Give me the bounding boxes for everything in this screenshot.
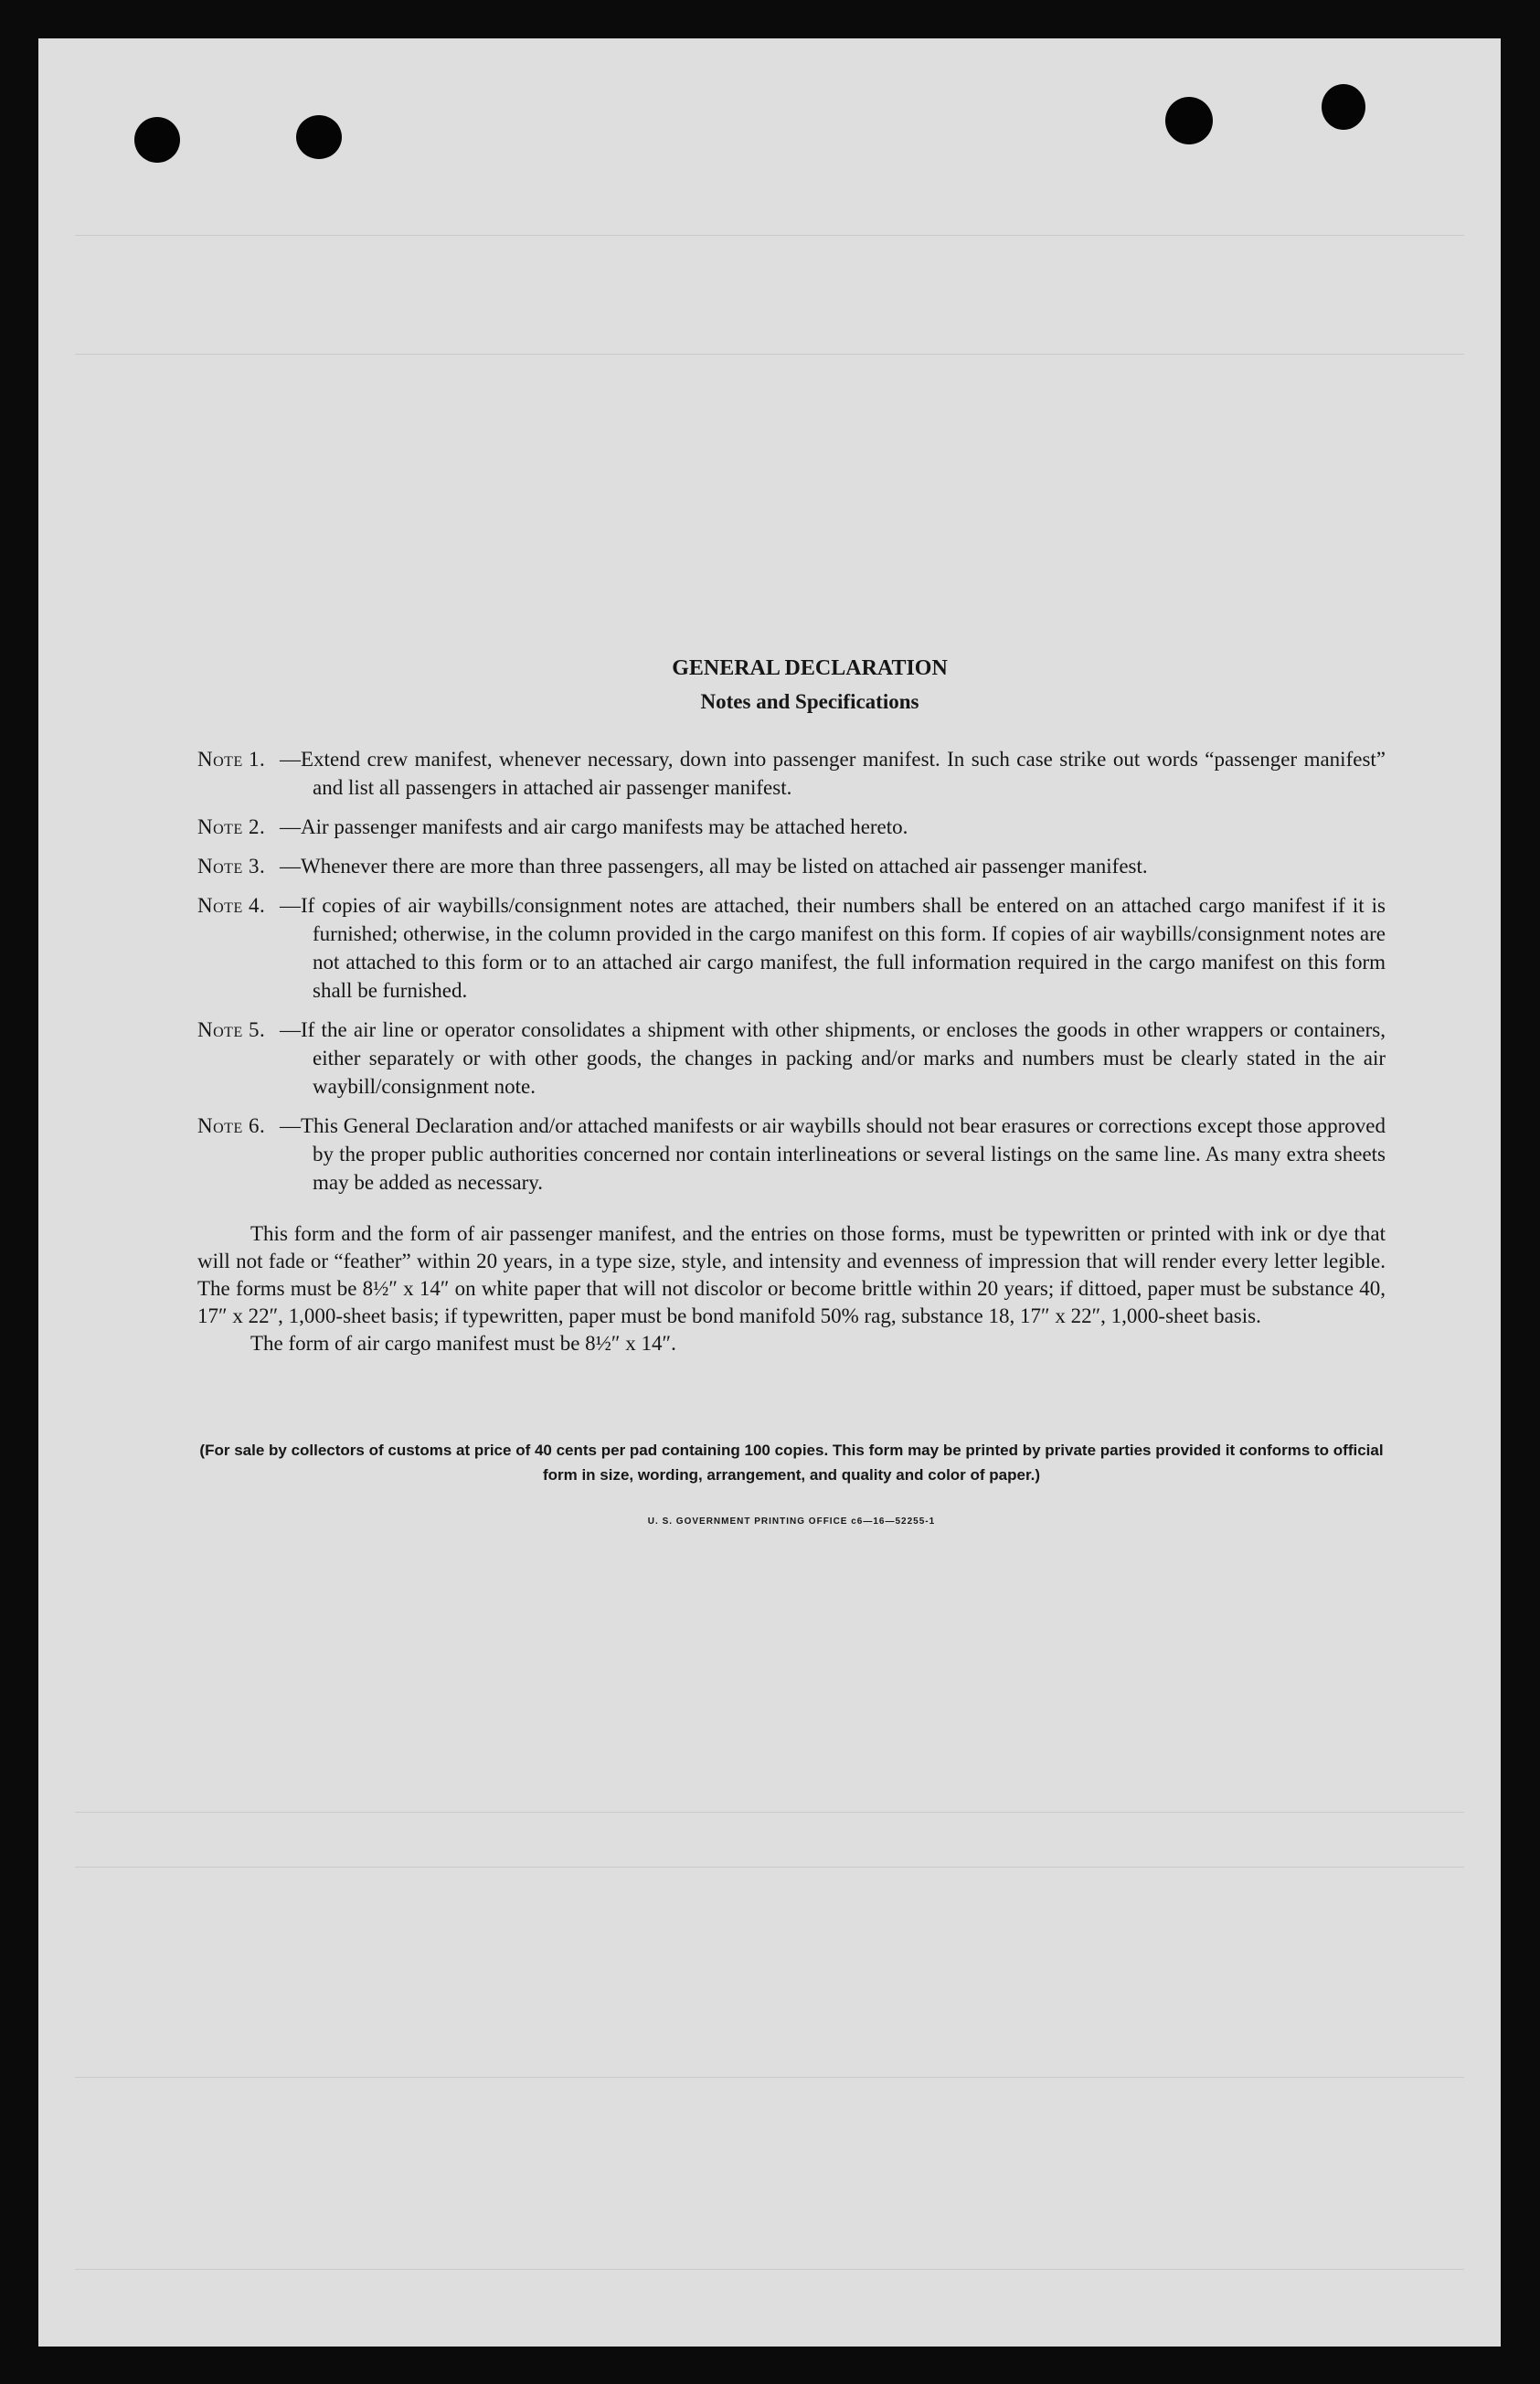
note-item	[197, 745, 1386, 802]
note-label: Note 6.	[197, 1114, 266, 1137]
note-item	[197, 852, 1386, 880]
bleed-through-line	[75, 2077, 1464, 2078]
bleed-through-line	[75, 1867, 1464, 1868]
cargo-form-specification: The form of air cargo manifest must be 8½″ x 14″.	[250, 1332, 676, 1355]
document-title: GENERAL DECLARATION	[672, 656, 948, 680]
note-text: —Whenever there are more than three passengers, all may be listed on attached air passenger manifest.	[280, 855, 1148, 878]
note-label: Note 4.	[197, 894, 266, 917]
note-text: —Air passenger manifests and air cargo manifests may be attached hereto.	[280, 815, 908, 838]
note-text: —If the air line or operator consolidates a shipment with other shipments, or encloses the goods in other wrappers or containers, either separately or with other goods, the changes in packing and/or marks and numbers must be clearly stated in the air waybill/consignment note.	[280, 1018, 1386, 1098]
form-specification-paragraph: This form and the form of air passenger manifest, and the entries on those forms, must be typewritten or printed with ink or dye that will not fade or “feather” within 20 years, in a type size, style, and intensity and evenness of impression that will render every letter legible. The forms must be 8½″ x 14″ on white paper that will not discolor or become brittle within 20 years; if dittoed, paper must be substance 40, 17″ x 22″, 1,000-sheet basis; if typewritten, paper must be bond manifold 50% rag, substance 18, 17″ x 22″, 1,000-sheet basis.	[197, 1222, 1386, 1327]
note-label: Note 1.	[197, 748, 266, 771]
punch-hole	[1165, 97, 1213, 144]
printing-office-imprint: U. S. GOVERNMENT PRINTING OFFICE c6—16—52255-1	[647, 1517, 936, 1527]
bleed-through-line	[75, 2269, 1464, 2270]
note-item	[197, 1112, 1386, 1197]
note-item	[197, 891, 1386, 1005]
punch-hole	[296, 115, 342, 159]
note-item	[197, 1016, 1386, 1101]
punch-hole	[134, 117, 180, 163]
note-item	[197, 813, 1386, 841]
bleed-through-line	[75, 354, 1464, 355]
note-label: Note 2.	[197, 815, 266, 838]
document-page	[38, 38, 1501, 2347]
note-text: —This General Declaration and/or attached manifests or air waybills should not bear erasures or corrections except those approved by the proper public authorities concerned nor contain interlineations or several listings on the same line. As many extra sheets may be added as necessary.	[280, 1114, 1386, 1194]
notes-section	[197, 656, 1386, 1527]
bleed-through-line	[75, 1812, 1464, 1813]
punch-hole	[1322, 84, 1365, 130]
notes-list	[197, 745, 1386, 1197]
note-label: Note 5.	[197, 1018, 266, 1041]
note-text: —Extend crew manifest, whenever necessary, down into passenger manifest. In such case strike out words “passenger manifest” and list all passengers in attached air passenger manifest.	[280, 748, 1386, 799]
sale-notice: (For sale by collectors of customs at price of 40 cents per pad containing 100 copies. This form may be printed by private parties provided it conforms to official form in size, wording, arrangement, and quality and color of paper.)	[199, 1442, 1384, 1484]
note-text: —If copies of air waybills/consignment notes are attached, their numbers shall be entered on an attached cargo manifest if it is furnished; otherwise, in the column provided in the cargo manifest on this form. If copies of air waybills/consignment notes are not attached to this form or to an attached air cargo manifest, the full information required in the cargo manifest on this form shall be furnished.	[280, 894, 1386, 1002]
document-subtitle: Notes and Specifications	[700, 690, 919, 713]
note-label: Note 3.	[197, 855, 266, 878]
bleed-through-line	[75, 235, 1464, 236]
